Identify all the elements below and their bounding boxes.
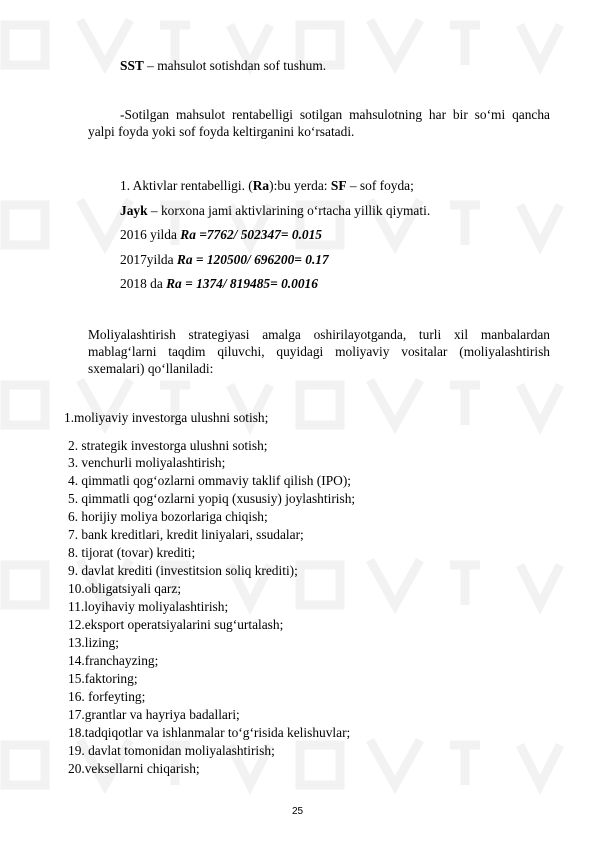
aktiv-mid: ):bu yerda: xyxy=(269,178,331,193)
ra-2018 xyxy=(120,276,318,292)
sf-term: SF xyxy=(330,178,347,193)
list-item: 13.lizing; xyxy=(68,635,119,650)
aktiv-suffix: – sof foyda; xyxy=(346,178,414,193)
list-item: 9. davlat krediti (investitsion soliq krediti); xyxy=(68,563,298,578)
list-item: 19. davlat tomonidan moliyalashtirish; xyxy=(68,743,275,758)
list-item: 2. strategik investorga ulushni sotish; xyxy=(68,438,268,453)
paragraph-financing-instruments xyxy=(88,326,550,377)
list-item: 8. tijorat (tovar) krediti; xyxy=(68,545,196,560)
aktiv-prefix: 1. Aktivlar rentabelligi. ( xyxy=(120,178,253,193)
list-item: 17.grantlar va hayriya badallari; xyxy=(68,707,240,722)
list-item: 10.obligatsiyali qarz; xyxy=(68,581,182,596)
asset-profitability-line xyxy=(120,178,414,194)
formula: Ra =7762/ 502347= 0.015 xyxy=(180,227,322,242)
list-item: 6. horijiy moliya bozorlariga chiqish; xyxy=(68,509,268,524)
year-label: 2017yilda xyxy=(120,252,177,267)
sst-term: SST xyxy=(120,58,144,73)
list-item: 1.moliyaviy investorga ulushni sotish; xyxy=(64,410,269,425)
list-item: 7. bank kreditlari, kredit liniyalari, ssudalar; xyxy=(68,527,304,542)
formula: Ra = 120500/ 696200= 0.17 xyxy=(176,252,329,267)
list-item: 3. venchurli moliyalashtirish; xyxy=(68,455,226,470)
year-label: 2016 yilda xyxy=(120,227,181,242)
formula: Ra = 1374/ 819485= 0.0016 xyxy=(166,276,318,291)
list-item: 18.tadqiqotlar va ishlanmalar to‘g‘risida kelishuvlar; xyxy=(68,725,351,740)
list-item: 14.franchayzing; xyxy=(68,653,159,668)
list-item: 15.faktoring; xyxy=(68,671,138,686)
paragraph-text: Moliyalashtirish strategiyasi amalga oshirilayotganda, turli xil manbalardan mablag‘larni taqdim qiluvchi, quyidagi moliyaviy vositalar (moliyalashtirish sxemalari) qo‘llaniladi: xyxy=(88,327,550,376)
page-number: 25 xyxy=(291,806,304,817)
list-item: 11.loyihaviy moliyalashtirish; xyxy=(68,599,229,614)
paragraph-sales-profitability xyxy=(88,106,550,140)
jayk-term: Jayk xyxy=(120,203,148,218)
list-item: 12.eksport operatsiyalarini sug‘urtalash; xyxy=(68,617,284,632)
list-item: 5. qimmatli qog‘ozlarni yopiq (xususiy) joylashtirish; xyxy=(68,491,356,506)
year-label: 2018 da xyxy=(120,276,167,291)
paragraph-text: -Sotilgan mahsulot rentabelligi sotilgan mahsulotning har bir so‘mi qancha yalpi foyda yoki sof foyda keltirganini ko‘rsatadi. xyxy=(88,107,550,139)
jayk-text: – korxona jami aktivlarining o‘rtacha yillik qiymati. xyxy=(147,203,431,218)
ra-term: Ra xyxy=(252,178,270,193)
jayk-definition xyxy=(120,203,430,219)
list-item: 20.veksellarni chiqarish; xyxy=(68,761,200,776)
ra-2016 xyxy=(120,227,322,243)
list-item: 4. qimmatli qog‘ozlarni ommaviy taklif qilish (IPO); xyxy=(68,473,352,488)
ra-2017 xyxy=(120,252,329,268)
list-item: 16. forfeyting; xyxy=(68,689,146,704)
sst-definition xyxy=(120,58,326,74)
sst-text: – mahsulot sotishdan sof tushum. xyxy=(143,58,327,73)
